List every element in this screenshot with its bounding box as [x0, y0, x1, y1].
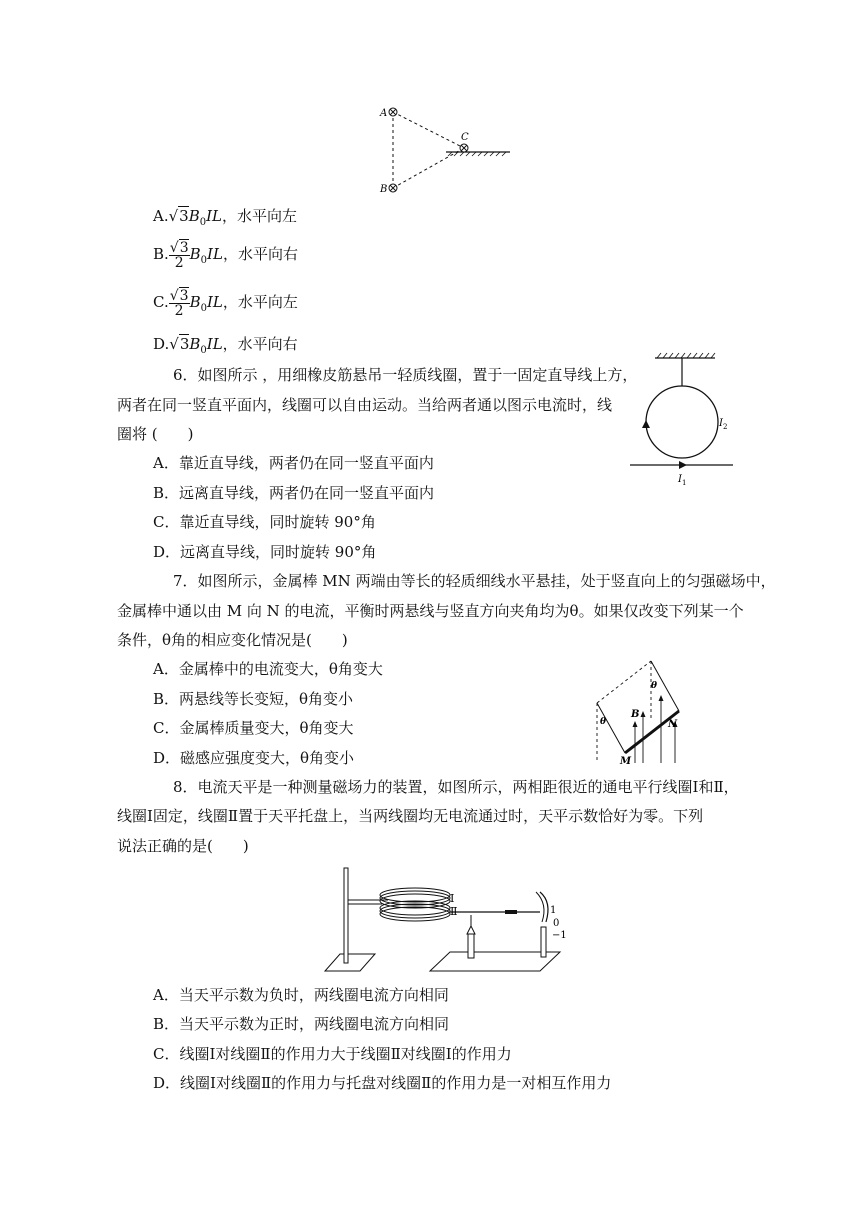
q8-option-b[interactable]: B．当天平示数为正时，两线圈电流方向相同 — [153, 1015, 450, 1033]
metal-rod-figure — [585, 655, 690, 770]
wire-a-icon — [389, 108, 397, 116]
coil-above-wire-figure — [625, 352, 740, 492]
q8-stem-line-2: 线圈Ⅰ固定，线圈Ⅱ置于天平托盘上，当两线圈均无电流通过时，天平示数恰好为零。下列 — [117, 807, 704, 825]
q7-option-b[interactable]: B．两悬线等长变短，θ角变小 — [153, 690, 354, 708]
scale-mark-top: 1 — [550, 905, 557, 916]
label-i1: I — [678, 474, 682, 485]
scale-mark-bottom: −1 — [552, 930, 567, 941]
coil-current-arrow-icon — [642, 420, 650, 428]
label-b: B — [380, 184, 388, 195]
q5-option-b[interactable]: B. $\frac{√3}{2}$ $B_0IL$，水平向右 — [153, 239, 298, 271]
wire-b-icon — [389, 184, 397, 192]
label-coil-2: Ⅱ — [450, 905, 458, 918]
q6-stem-line-2: 两者在同一竖直平面内，线圈可以自由运动。当给两者通以图示电流时，线 — [117, 396, 613, 414]
q8-option-a[interactable]: A．当天平示数为负时，两线圈电流方向相同 — [153, 986, 449, 1004]
coil-two — [380, 901, 450, 921]
q7-option-a[interactable]: A．金属棒中的电流变大，θ角变大 — [153, 660, 383, 678]
q7-stem-line-3: 条件，θ角的相应变化情况是( ) — [117, 631, 348, 649]
label-m: M — [620, 756, 632, 767]
label-theta-right: θ — [651, 681, 658, 691]
q6-option-c[interactable]: C．靠近直导线，同时旋转 90°角 — [153, 513, 376, 531]
q8-option-c[interactable]: C．线圈Ⅰ对线圈Ⅱ的作用力大于线圈Ⅱ对线圈Ⅰ的作用力 — [153, 1045, 512, 1063]
current-balance-figure — [320, 862, 570, 974]
q5-option-a[interactable]: $A.√3B_0IL$，水平向左 — [153, 207, 298, 228]
label-b-field: B — [631, 709, 640, 720]
q7-option-d[interactable]: D．磁感应强度变大，θ角变小 — [153, 749, 355, 767]
fraction: $\frac{√3}{2}$ — [169, 287, 189, 319]
label-theta-left: θ — [600, 717, 607, 727]
label-i2-sub: 2 — [723, 423, 728, 431]
coil-one — [380, 888, 450, 908]
q6-option-a[interactable]: A．靠近直导线，两者仍在同一竖直平面内 — [153, 454, 434, 472]
triangle-wires-figure — [370, 100, 520, 200]
label-n: N — [668, 719, 678, 730]
q6-stem-line-3: 圈将 ( ) — [117, 425, 194, 443]
q8-stem-line-1: 8．电流天平是一种测量磁场力的装置，如图所示，两相距很近的通电平行线圈Ⅰ和Ⅱ， — [173, 778, 739, 796]
scale-mark-zero: 0 — [553, 918, 560, 929]
wire-c-icon — [460, 144, 468, 152]
q6-option-d[interactable]: D．远离直导线，同时旋转 90°角 — [153, 543, 377, 561]
fraction: $\frac{√3}{2}$ — [169, 239, 189, 271]
q7-option-c[interactable]: C．金属棒质量变大，θ角变大 — [153, 719, 354, 737]
label-a: A — [380, 108, 388, 119]
q6-option-b[interactable]: B．远离直导线，两者仍在同一竖直平面内 — [153, 484, 435, 502]
q8-option-d[interactable]: D．线圈Ⅰ对线圈Ⅱ的作用力与托盘对线圈Ⅱ的作用力是一对相互作用力 — [153, 1074, 612, 1092]
wire-current-arrow-icon — [679, 461, 687, 469]
q5-option-d[interactable]: $D.√3B_0IL$，水平向右 — [153, 335, 298, 356]
q5-option-c[interactable]: C. $\frac{√3}{2}$ $B_0IL$，水平向左 — [153, 287, 298, 319]
q6-stem-line-1: 6．如图所示 ，用细橡皮筋悬吊一轻质线圈，置于一固定直导线上方， — [173, 366, 638, 384]
q7-stem-line-2: 金属棒中通以由 M 向 N 的电流，平衡时两悬线与竖直方向夹角均为θ。如果仅改变下列某一个 — [117, 602, 744, 620]
coil-loop — [646, 386, 718, 458]
label-c: C — [461, 132, 469, 143]
label-i1-sub: 1 — [682, 479, 687, 487]
q8-stem-line-3: 说法正确的是( ) — [117, 837, 249, 855]
label-i2: I — [719, 418, 723, 429]
q7-stem-line-1: 7．如图所示，金属棒 MN 两端由等长的轻质细线水平悬挂，处于竖直向上的匀强磁场中， — [173, 572, 776, 590]
label-coil-1: Ⅰ — [450, 892, 455, 905]
